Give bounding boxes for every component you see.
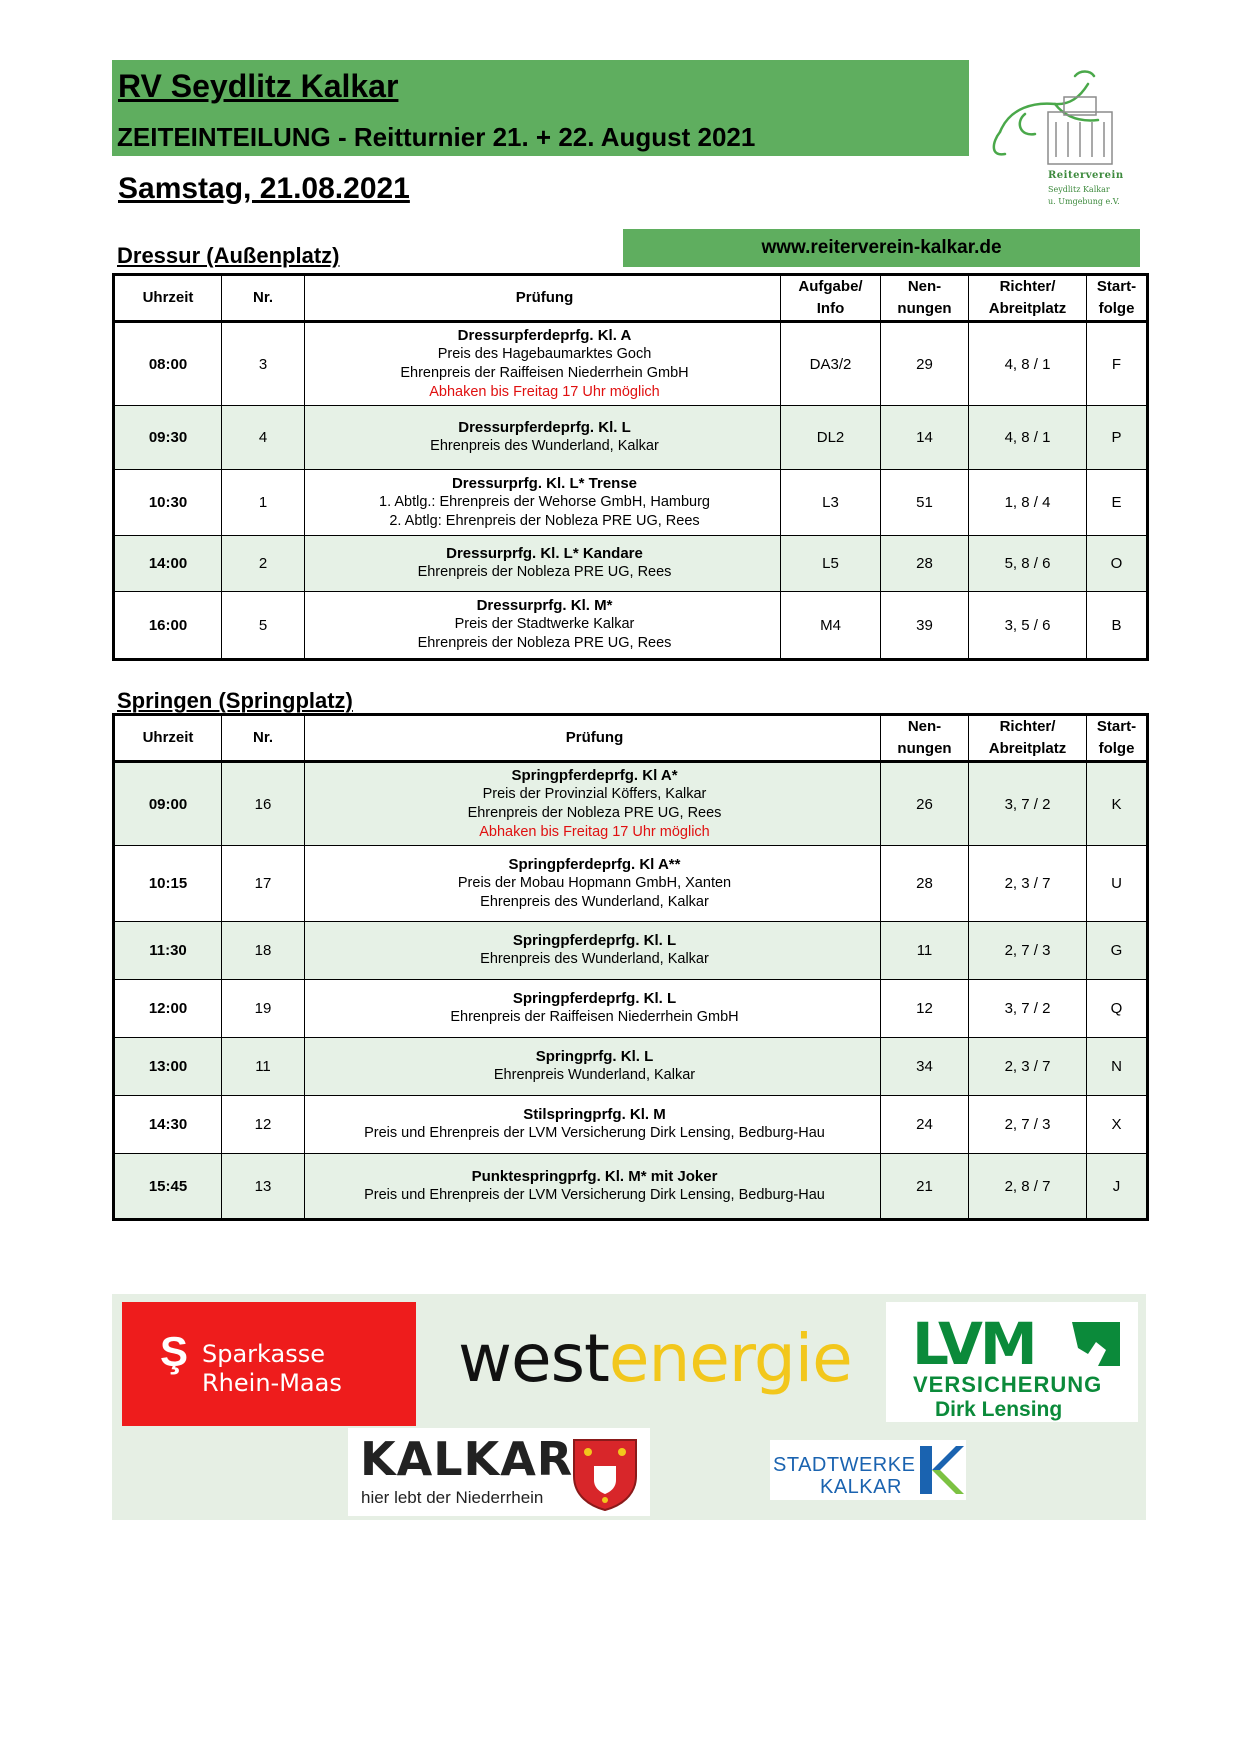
day-title: Samstag, 21.08.2021	[118, 172, 410, 205]
row-order: F	[1087, 322, 1148, 406]
row-order: Q	[1087, 980, 1148, 1038]
lvm-agent: Dirk Lensing	[935, 1398, 1063, 1421]
table-header-row	[114, 275, 1148, 322]
exam-prize: Ehrenpreis der Nobleza PRE UG, Rees	[467, 805, 722, 821]
westenergie-logo: westenergie	[458, 1320, 852, 1397]
row-time: 11:30	[114, 922, 222, 980]
exam-prize: Ehrenpreis der Raiffeisen Niederrhein GmbH	[400, 365, 689, 381]
row-order: N	[1087, 1038, 1148, 1096]
schedule-title: ZEITEINTEILUNG - Reitturnier 21. + 22. August 2021	[117, 122, 756, 152]
exam-prize: Preis und Ehrenpreis der LVM Versicherung Dirk Lensing, Bedburg-Hau	[364, 1125, 825, 1141]
row-exam	[305, 1154, 881, 1220]
row-entries: 21	[881, 1154, 969, 1220]
row-time: 12:00	[114, 980, 222, 1038]
exam-title: Springprfg. Kl. L	[535, 1048, 654, 1065]
kalkar-slogan: hier lebt der Niederrhein	[361, 1488, 544, 1507]
row-nr: 11	[222, 1038, 305, 1096]
exam-prize: Ehrenpreis des Wunderland, Kalkar	[480, 893, 709, 910]
row-time: 10:30	[114, 470, 222, 536]
row-nr: 2	[222, 536, 305, 592]
row-entries: 11	[881, 922, 969, 980]
row-judges: 2, 3 / 7	[969, 1038, 1087, 1096]
row-time: 09:30	[114, 406, 222, 470]
exam-title: Dressurprfg. Kl. M*	[476, 597, 613, 614]
exam-prize: Ehrenpreis des Wunderland, Kalkar	[430, 438, 659, 454]
row-task: M4	[781, 592, 881, 660]
row-exam	[305, 1038, 881, 1096]
row-order: X	[1087, 1096, 1148, 1154]
exam-prize: Ehrenpreis Wunderland, Kalkar	[493, 1067, 696, 1083]
row-nr: 5	[222, 592, 305, 660]
row-order: E	[1087, 470, 1148, 536]
row-order: K	[1087, 762, 1148, 846]
row-nr: 17	[222, 846, 305, 922]
club-title: RV Seydlitz Kalkar	[118, 68, 399, 104]
exam-note: Abhaken bis Freitag 17 Uhr möglich	[479, 824, 710, 840]
row-judges: 2, 7 / 3	[969, 922, 1087, 980]
row-time: 13:00	[114, 1038, 222, 1096]
table-row	[114, 592, 1148, 660]
row-task: L3	[781, 470, 881, 536]
table-row	[114, 846, 1148, 922]
exam-prize: Preis der Mobau Hopmann GmbH, Xanten	[457, 874, 732, 891]
row-judges: 2, 8 / 7	[969, 1154, 1087, 1220]
table-row	[114, 980, 1148, 1038]
exam-title: Dressurpferdeprfg. Kl. L	[458, 419, 631, 436]
row-order: U	[1087, 846, 1148, 922]
row-order: P	[1087, 406, 1148, 470]
col-order: Start- folge	[1087, 715, 1148, 762]
table-row	[114, 1154, 1148, 1220]
col-exam: Prüfung	[305, 275, 781, 322]
row-time: 14:00	[114, 536, 222, 592]
exam-prize: Preis der Provinzial Köffers, Kalkar	[482, 786, 707, 802]
kalkar-name: KALKAR	[360, 1432, 574, 1486]
exam-prize: Ehrenpreis der Nobleza PRE UG, Rees	[417, 564, 672, 580]
exam-note: Abhaken bis Freitag 17 Uhr möglich	[429, 384, 660, 400]
kalkar-coat-of-arms-icon	[570, 1436, 640, 1512]
exam-title: Dressurprfg. Kl. L* Kandare	[446, 545, 643, 562]
col-entries: Nen- nungen	[881, 275, 969, 322]
row-time: 15:45	[114, 1154, 222, 1220]
table-row	[114, 322, 1148, 406]
table-row	[114, 922, 1148, 980]
exam-prize: Preis der Stadtwerke Kalkar	[454, 616, 635, 632]
row-exam	[305, 846, 881, 922]
row-task: L5	[781, 536, 881, 592]
row-exam	[305, 980, 881, 1038]
exam-title: Stilspringprfg. Kl. M	[523, 1106, 666, 1123]
row-time: 14:30	[114, 1096, 222, 1154]
row-exam	[305, 536, 781, 592]
exam-title: Dressurpferdeprfg. Kl. A	[457, 327, 632, 344]
row-entries: 24	[881, 1096, 969, 1154]
row-exam	[305, 470, 781, 536]
dressur-table	[112, 273, 1149, 661]
col-order: Start- folge	[1087, 275, 1148, 322]
exam-title: Dressurprfg. Kl. L* Trense	[451, 474, 638, 492]
row-nr: 12	[222, 1096, 305, 1154]
row-entries: 51	[881, 470, 969, 536]
exam-prize: 2. Abtlg: Ehrenpreis der Nobleza PRE UG, Rees	[389, 512, 700, 529]
row-exam	[305, 322, 781, 406]
col-entries: Nen- nungen	[881, 715, 969, 762]
lvm-subtitle: VERSICHERUNG	[913, 1372, 1103, 1397]
exam-title: Springpferdeprfg. Kl. L	[512, 932, 677, 949]
row-time: 10:15	[114, 846, 222, 922]
row-entries: 14	[881, 406, 969, 470]
row-entries: 28	[881, 846, 969, 922]
exam-prize: Ehrenpreis der Nobleza PRE UG, Rees	[417, 635, 672, 651]
exam-prize: Ehrenpreis des Wunderland, Kalkar	[480, 951, 709, 967]
exam-title: Springpferdeprfg. Kl A*	[511, 767, 678, 784]
row-nr: 3	[222, 322, 305, 406]
exam-prize: 1. Abtlg.: Ehrenpreis der Wehorse GmbH, Hamburg	[379, 493, 710, 510]
row-judges: 3, 7 / 2	[969, 980, 1087, 1038]
row-judges: 4, 8 / 1	[969, 406, 1087, 470]
row-exam	[305, 406, 781, 470]
springen-table	[112, 713, 1149, 1221]
row-entries: 12	[881, 980, 969, 1038]
col-time: Uhrzeit	[114, 275, 222, 322]
row-order: G	[1087, 922, 1148, 980]
exam-prize: Ehrenpreis der Raiffeisen Niederrhein GmbH	[450, 1009, 739, 1025]
row-judges: 4, 8 / 1	[969, 322, 1087, 406]
row-time: 16:00	[114, 592, 222, 660]
row-judges: 3, 5 / 6	[969, 592, 1087, 660]
row-entries: 34	[881, 1038, 969, 1096]
row-entries: 26	[881, 762, 969, 846]
exam-title: Punktespringprfg. Kl. M* mit Joker	[471, 1167, 718, 1185]
row-order: J	[1087, 1154, 1148, 1220]
row-nr: 1	[222, 470, 305, 536]
website-link[interactable]: www.reiterverein-kalkar.de	[623, 229, 1140, 267]
col-task: Aufgabe/ Info	[781, 275, 881, 322]
row-judges: 1, 8 / 4	[969, 470, 1087, 536]
col-nr: Nr.	[222, 715, 305, 762]
row-entries: 29	[881, 322, 969, 406]
row-nr: 18	[222, 922, 305, 980]
table-row	[114, 1096, 1148, 1154]
row-entries: 39	[881, 592, 969, 660]
table-row	[114, 1038, 1148, 1096]
row-time: 09:00	[114, 762, 222, 846]
row-order: B	[1087, 592, 1148, 660]
logo-text-name: Seydlitz Kalkar	[1048, 185, 1110, 194]
stadtwerke-name: STADTWERKE	[773, 1454, 916, 1476]
table-row	[114, 536, 1148, 592]
sparkasse-s-icon: Ş	[160, 1328, 189, 1375]
exam-title: Springpferdeprfg. Kl. L	[512, 990, 677, 1007]
row-judges: 2, 7 / 3	[969, 1096, 1087, 1154]
row-nr: 13	[222, 1154, 305, 1220]
springen-section-title: Springen (Springplatz)	[117, 688, 353, 713]
row-exam	[305, 762, 881, 846]
lvm-horse-icon	[1068, 1318, 1124, 1370]
table-row	[114, 406, 1148, 470]
row-nr: 4	[222, 406, 305, 470]
row-task: DL2	[781, 406, 881, 470]
stadtwerke-k-icon	[916, 1444, 964, 1496]
col-time: Uhrzeit	[114, 715, 222, 762]
col-nr: Nr.	[222, 275, 305, 322]
lvm-name: LVM	[912, 1310, 1035, 1378]
dressur-section-title: Dressur (Außenplatz)	[117, 243, 340, 268]
exam-prize: Preis des Hagebaumarktes Goch	[437, 346, 652, 362]
row-exam	[305, 922, 881, 980]
row-nr: 19	[222, 980, 305, 1038]
row-order: O	[1087, 536, 1148, 592]
row-exam	[305, 1096, 881, 1154]
exam-title: Springpferdeprfg. Kl A**	[508, 855, 681, 873]
row-nr: 16	[222, 762, 305, 846]
stadtwerke-city: KALKAR	[820, 1476, 902, 1498]
row-judges: 3, 7 / 2	[969, 762, 1087, 846]
row-judges: 2, 3 / 7	[969, 846, 1087, 922]
logo-text-region: u. Umgebung e.V.	[1048, 197, 1120, 206]
col-judges: Richter/ Abreitplatz	[969, 275, 1087, 322]
exam-prize: Preis und Ehrenpreis der LVM Versicherung Dirk Lensing, Bedburg-Hau	[364, 1186, 825, 1203]
row-entries: 28	[881, 536, 969, 592]
row-exam	[305, 592, 781, 660]
table-row	[114, 762, 1148, 846]
col-judges: Richter/ Abreitplatz	[969, 715, 1087, 762]
row-time: 08:00	[114, 322, 222, 406]
row-task: DA3/2	[781, 322, 881, 406]
col-exam: Prüfung	[305, 715, 881, 762]
table-header-row	[114, 715, 1148, 762]
sparkasse-name: Sparkasse Rhein-Maas	[202, 1340, 342, 1397]
row-judges: 5, 8 / 6	[969, 536, 1087, 592]
table-row	[114, 470, 1148, 536]
logo-text-club: Reiterverein	[1048, 170, 1124, 181]
